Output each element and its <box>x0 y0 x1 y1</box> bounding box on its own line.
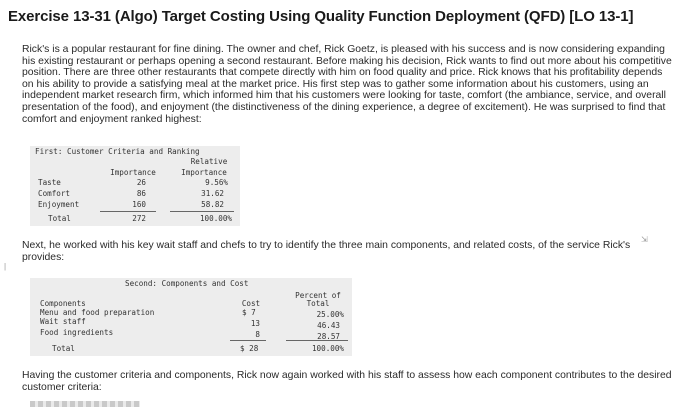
total-rule <box>230 340 266 341</box>
row-cost: $ 7 <box>242 308 256 317</box>
table1-heading: First: Customer Criteria and Ranking <box>35 147 200 156</box>
row-importance: 160 <box>132 200 146 209</box>
row-label: Food ingredients <box>40 328 114 337</box>
row-importance: 86 <box>136 189 146 198</box>
margin-tick-icon: | <box>4 262 7 271</box>
row-cost: 13 <box>250 319 260 328</box>
next-table-header-cutoff <box>30 401 140 407</box>
row-importance: 26 <box>136 178 146 187</box>
col-components-label: Components <box>40 299 86 308</box>
col-percent-label-2: Total <box>306 299 330 308</box>
col-relative-label-2: Importance <box>181 168 227 177</box>
customer-criteria-table <box>30 146 240 226</box>
third-paragraph: Having the customer criteria and components, Rick now again worked with his staff to assess how each component contributes to the desired customer criteria: <box>22 370 672 393</box>
total-importance: 272 <box>132 214 146 223</box>
page-title: Exercise 13-31 (Algo) Target Costing Using Quality Function Deployment (QFD) [LO 13-1] <box>8 8 634 25</box>
total-label: Total <box>52 344 75 353</box>
intro-paragraph: Rick's is a popular restaurant for fine dining. The owner and chef, Rick Goetz, is pleased with his success and is now considering expanding his existing restaurant or perhaps opening a second restaurant. Before making his decision, Rick wants to find out more about his competitive position. There are three other restaurants that compete directly with him on food quality and price. Rick knows that his profitability depends on his ability to provide a satisfying meal at the market price. His first step was to gather some information about his customers, using an independent market research firm, which informed him that his customers were looking for taste, comfort (the ambiance, service, and overall presentation of the food), and enjoyment (the distinctiveness of the dining experience, a degree of excitement). He was surprised to find that comfort and enjoyment ranked highest: <box>22 44 672 125</box>
col-percent-label-1: Percent of <box>295 291 341 300</box>
components-cost-table <box>30 278 352 356</box>
total-rule <box>286 340 348 341</box>
total-percent: 100.00% <box>311 344 344 353</box>
row-relative: 58.82 <box>201 200 224 209</box>
row-label: Comfort <box>38 189 71 198</box>
cursor-icon: ⇲ <box>641 235 648 244</box>
row-cost: 8 <box>255 330 260 339</box>
row-percent: 46.43 <box>317 321 340 330</box>
row-label: Taste <box>38 178 61 187</box>
row-relative: 9.56% <box>205 178 228 187</box>
row-relative: 31.62 <box>201 189 224 198</box>
col-importance-label: Importance <box>110 168 156 177</box>
total-rule <box>100 211 156 212</box>
total-relative: 100.00% <box>199 214 232 223</box>
total-rule <box>170 211 234 212</box>
total-cost: $ 28 <box>240 344 259 353</box>
col-cost-label: Cost <box>241 299 261 308</box>
row-percent: 28.57 <box>317 332 340 341</box>
row-label: Enjoyment <box>38 200 80 209</box>
row-label: Wait staff <box>40 317 86 326</box>
second-paragraph: Next, he worked with his key wait staff and chefs to try to identify the three main components, and related costs, of the service Rick's provides: <box>22 240 631 263</box>
col-relative-label-1: Relative <box>190 157 228 166</box>
table2-heading: Second: Components and Cost <box>125 279 249 288</box>
total-label: Total <box>48 214 71 223</box>
row-percent: 25.00% <box>316 310 344 319</box>
row-label: Menu and food preparation <box>40 308 155 317</box>
